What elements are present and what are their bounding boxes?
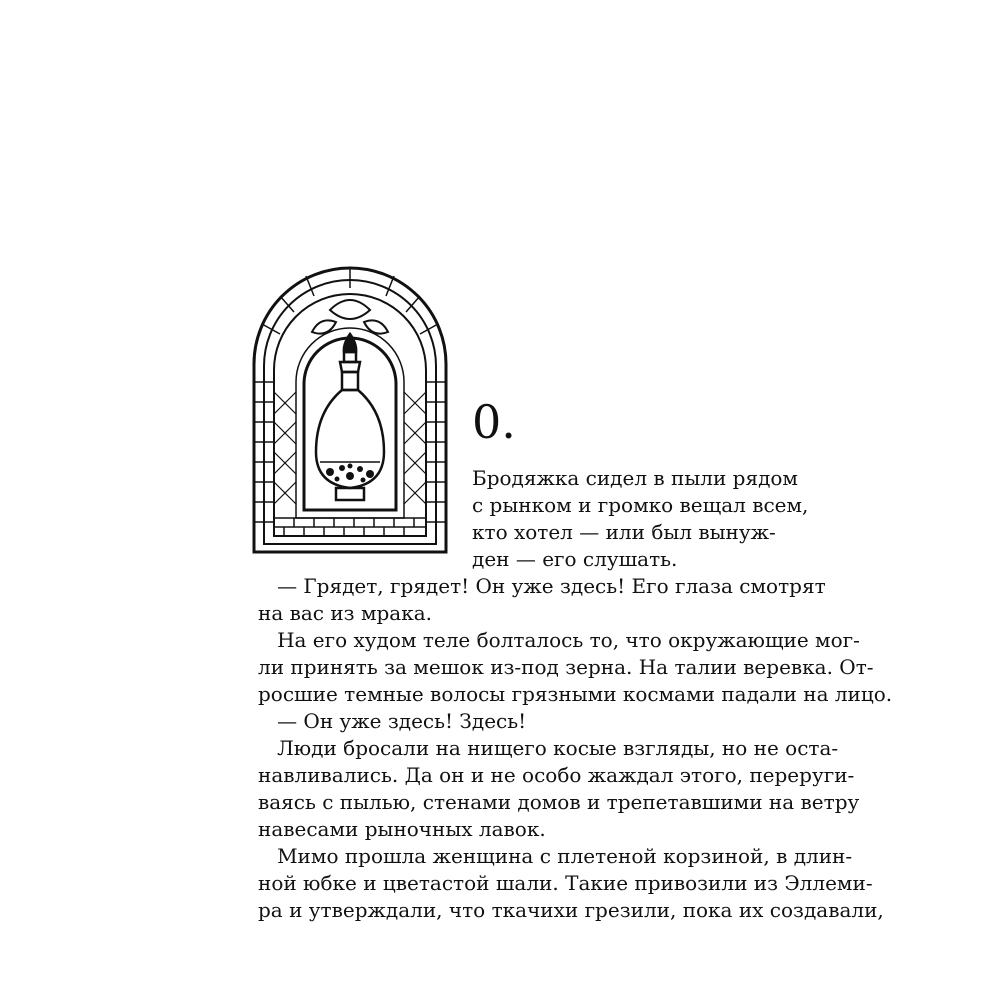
body-line: На его худом теле болталось то, что окружающие мог- bbox=[258, 628, 860, 652]
stained-glass-window-icon bbox=[250, 262, 450, 554]
body-line: навесами рыночных лавок. bbox=[258, 817, 546, 841]
chapter-number: 0. bbox=[472, 395, 516, 449]
intro-line: ден — его слушать. bbox=[472, 547, 678, 571]
intro-line: с рынком и громко вещал всем, bbox=[472, 493, 809, 517]
body-line: ра и утверждали, что ткачихи грезили, пока их создавали, bbox=[258, 898, 884, 922]
body-line: ной юбке и цветастой шали. Такие привозили из Эллеми- bbox=[258, 871, 873, 895]
body-line: на вас из мрака. bbox=[258, 601, 433, 625]
intro-line: кто хотел — или был вынуж- bbox=[472, 520, 776, 544]
body-line: ваясь с пылью, стенами домов и трепетавшими на ветру bbox=[258, 790, 860, 814]
body-line: ли принять за мешок из-под зерна. На талии веревка. От- bbox=[258, 655, 874, 679]
body-line: — Грядет, грядет! Он уже здесь! Его глаза смотрят bbox=[258, 574, 826, 598]
intro-line: Бродяжка сидел в пыли рядом bbox=[472, 466, 798, 490]
body-line: — Он уже здесь! Здесь! bbox=[258, 709, 527, 733]
body-line: росшие темные волосы грязными космами падали на лицо. bbox=[258, 682, 893, 706]
body-line: Мимо прошла женщина с плетеной корзиной, в длин- bbox=[258, 844, 853, 868]
body-line: навливались. Да он и не особо жаждал этого, переруги- bbox=[258, 763, 855, 787]
body-line: Люди бросали на нищего косые взгляды, но не оста- bbox=[258, 736, 839, 760]
